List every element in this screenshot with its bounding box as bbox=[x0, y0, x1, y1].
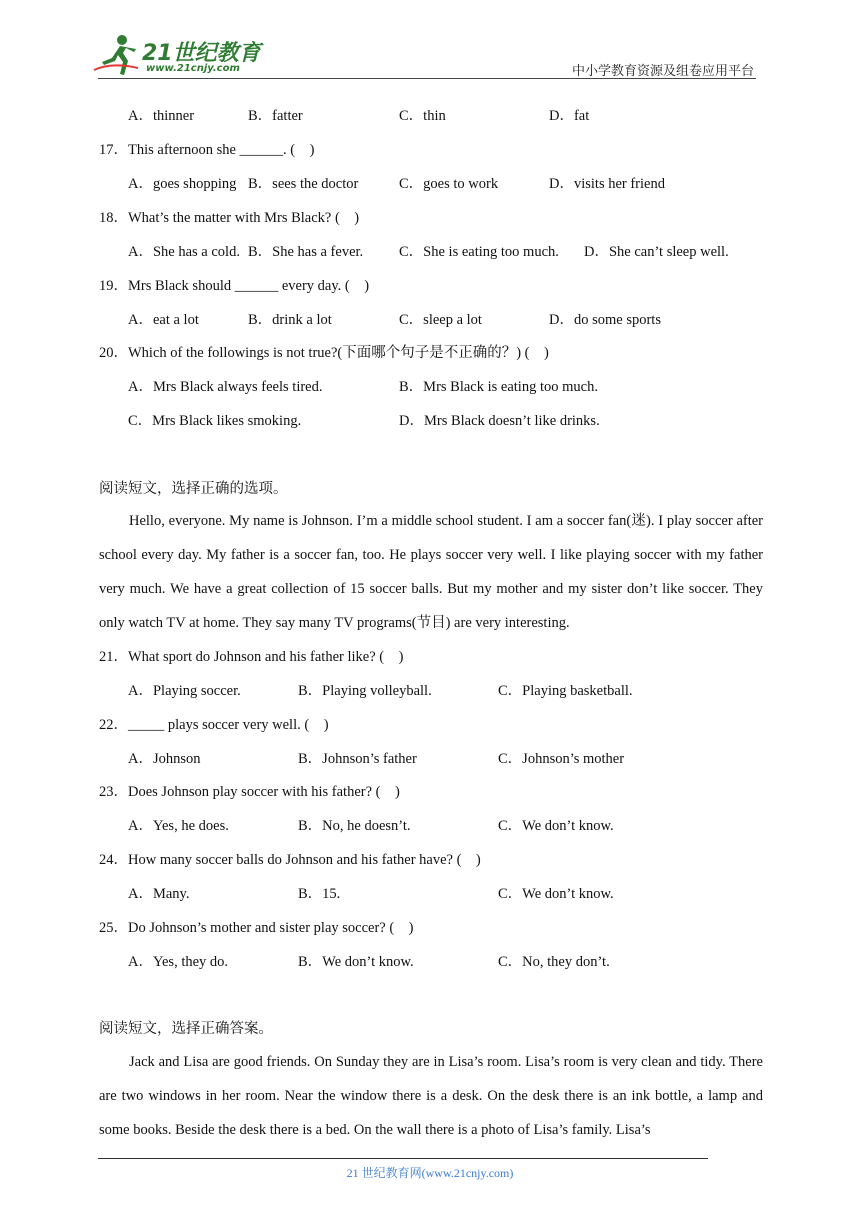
question-20-text: 20．Which of the followings is not true?(下面哪个句子是不正确的？) ( ) bbox=[99, 345, 549, 361]
question-23-text: 23．Does Johnson play soccer with his father? ( ) bbox=[99, 784, 400, 800]
question-17-text: 17．This afternoon she ______. ( ) bbox=[99, 142, 315, 158]
option[interactable]: B．15. bbox=[298, 886, 341, 902]
option[interactable]: B．No, he doesn’t. bbox=[298, 818, 411, 834]
section-2-title: 阅读短文，选择正确的选项。 bbox=[99, 481, 288, 497]
option[interactable]: B．We don’t know. bbox=[298, 954, 414, 970]
reading-passage bbox=[99, 504, 763, 640]
option[interactable]: B．Johnson’s father bbox=[298, 751, 417, 767]
option[interactable]: A．thinner bbox=[128, 108, 195, 124]
option[interactable]: A．eat a lot bbox=[128, 312, 199, 328]
option[interactable]: C．goes to work bbox=[399, 176, 499, 192]
runner-logo-icon bbox=[92, 32, 142, 78]
option[interactable]: B．sees the doctor bbox=[248, 176, 359, 192]
option[interactable]: C．She is eating too much. bbox=[399, 244, 559, 260]
option[interactable]: B．Mrs Black is eating too much. bbox=[399, 379, 598, 395]
site-logo bbox=[92, 30, 262, 80]
option[interactable]: B．fatter bbox=[248, 108, 303, 124]
option[interactable]: D．visits her friend bbox=[549, 176, 665, 192]
option[interactable]: A．Mrs Black always feels tired. bbox=[128, 379, 323, 395]
passage-text: Hello, everyone. My name is Johnson. I’m a middle school student. I am a soccer fan(迷). I play soccer after school every day. My father is a soccer fan, too. He plays soccer very well. I like playing soccer with my father very much. We have a great collection of 15 soccer balls. But my mother and my sister don’t like soccer. They only watch TV at home. They say many TV programs(节目) are very interesting. bbox=[99, 513, 763, 631]
option[interactable]: C．Mrs Black likes smoking. bbox=[128, 413, 302, 429]
footer-text[interactable]: 21 世纪教育网(www.21cnjy.com) bbox=[346, 1166, 514, 1180]
option[interactable]: A．goes shopping bbox=[128, 176, 237, 192]
question-19-text: 19．Mrs Black should ______ every day. ( ) bbox=[99, 278, 370, 294]
option[interactable]: A．Johnson bbox=[128, 751, 201, 767]
option[interactable]: D．Mrs Black doesn’t like drinks. bbox=[399, 413, 600, 429]
option[interactable]: C．No, they don’t. bbox=[498, 954, 610, 970]
header-divider bbox=[98, 78, 756, 79]
option[interactable]: C．Johnson’s mother bbox=[498, 751, 625, 767]
section-3-title: 阅读短文，选择正确答案。 bbox=[99, 1021, 273, 1037]
option[interactable]: D．She can’t sleep well. bbox=[584, 244, 729, 260]
option[interactable]: C．We don’t know. bbox=[498, 886, 614, 902]
option[interactable]: C．thin bbox=[399, 108, 446, 124]
option[interactable]: A．Yes, they do. bbox=[128, 954, 229, 970]
option[interactable]: A．Yes, he does. bbox=[128, 818, 229, 834]
option[interactable]: B．drink a lot bbox=[248, 312, 332, 328]
option[interactable]: C．sleep a lot bbox=[399, 312, 482, 328]
option[interactable]: B．Playing volleyball. bbox=[298, 683, 432, 699]
question-18-text: 18．What’s the matter with Mrs Black? ( ) bbox=[99, 210, 360, 226]
logo-url: www.21cnjy.com bbox=[146, 63, 240, 74]
option[interactable]: C．We don’t know. bbox=[498, 818, 614, 834]
question-24-text: 24．How many soccer balls do Johnson and his father have? ( ) bbox=[99, 852, 481, 868]
option[interactable]: D．do some sports bbox=[549, 312, 661, 328]
option[interactable]: C．Playing basketball. bbox=[498, 683, 633, 699]
option[interactable]: A．Many. bbox=[128, 886, 190, 902]
passage-text: Jack and Lisa are good friends. On Sunday they are in Lisa’s room. Lisa’s room is very clean and tidy. There are two windows in her room. Near the window there is a desk. On the desk there is an ink bottle, a lamp and some books. Beside the desk there is a bed. On the wall there is a photo of Lisa’s family. Lisa’s bbox=[99, 1054, 763, 1138]
option[interactable]: D．fat bbox=[549, 108, 590, 124]
reading-passage bbox=[99, 1045, 763, 1147]
header-platform-text: 中小学教育资源及组卷应用平台 bbox=[571, 63, 754, 78]
question-21-text: 21．What sport do Johnson and his father like? ( ) bbox=[99, 649, 404, 665]
page-header bbox=[0, 0, 860, 90]
option[interactable]: A．Playing soccer. bbox=[128, 683, 241, 699]
option[interactable]: B．She has a fever. bbox=[248, 244, 364, 260]
option[interactable]: A．She has a cold. bbox=[128, 244, 240, 260]
question-22-text: 22．_____ plays soccer very well. ( ) bbox=[99, 717, 329, 733]
footer-divider bbox=[98, 1158, 708, 1159]
question-25-text: 25．Do Johnson’s mother and sister play soccer? ( ) bbox=[99, 920, 414, 936]
logo-text: 21世纪教育 bbox=[142, 41, 261, 66]
